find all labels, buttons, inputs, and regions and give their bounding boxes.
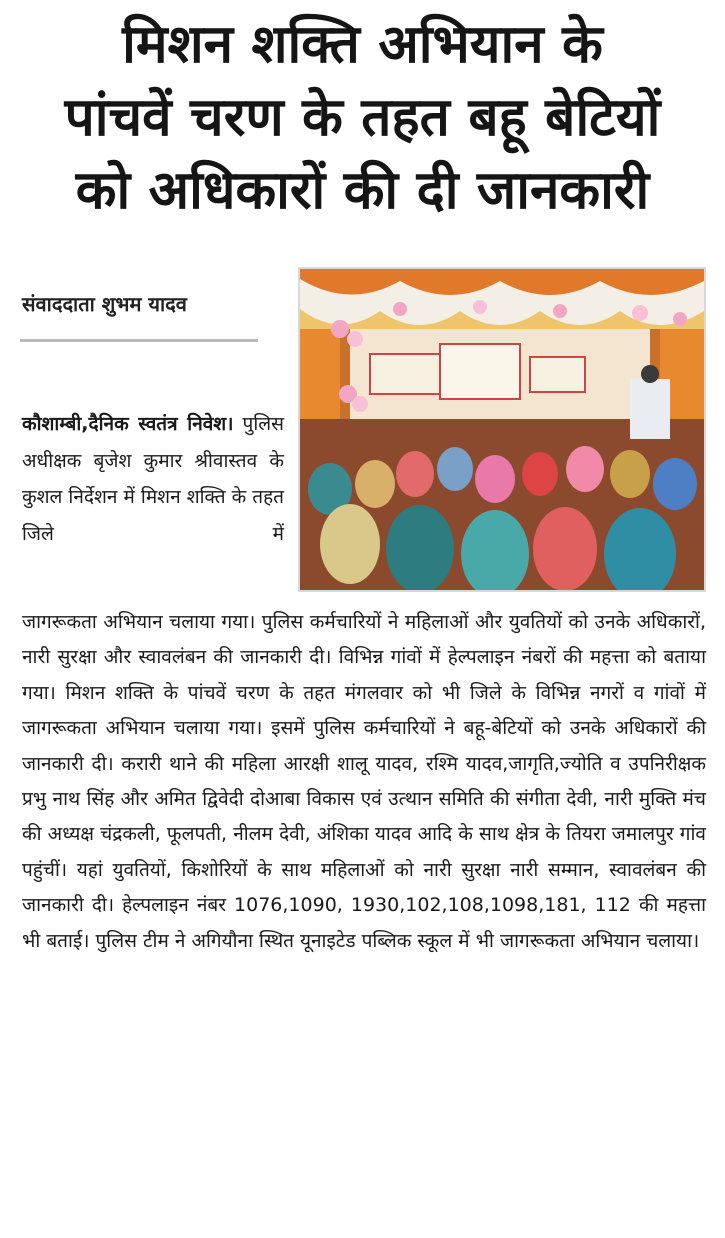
intro-line-3: कुशल निर्देशन में मिशन [22, 486, 181, 508]
dateline: कौशाम्बी,दैनिक स्वतंत्र निवेश। [22, 413, 234, 435]
article-body: जागरूकता अभियान चलाया गया। पुलिस कर्मचारियों ने महिलाओं और युवतियों को उनके अधिकारों, नारी सुरक्षा और स्वावलंबन की जानकारी दी। विभिन्न गांवों में हेल्पलाइन नंबरों की महत्ता को बताया गया। मिशन शक्ति के पांचवें चरण के तहत मंगलवार को भी जिले के विभिन्न नगरों व गांवों में जागरूकता अभियान चलाया गया। इसमें पुलिस कर्मचारियों ने बहू-बेटियों को उनके अधिकारों की जानकारी दी। करारी थाने की महिला आरक्षी शालू यादव, रश्मि यादव,जागृति,ज्योति व उपनिरीक्षक प्रभु नाथ सिंह और अमित द्विवेदी दोआबा विकास एवं उत्थान समिति की संगीता देवी, नारी मुक्ति मंच की अध्यक्ष चंद्रकली, फूलपती, नीलम देवी, अंशिका यादव आदि के साथ क्षेत्र के तियरा जमालपुर गांव पहुंचीं। यहां युवतियों, किशोरियों के साथ महिलाओं को नारी सुरक्षा नारी सम्मान, स्वावलंबन की जानकारी दी। हेल्पलाइन नंबर 1076,1090, 1930,102,108,1098,181, 112 की महत्ता भी बताई। पुलिस टीम ने अगियौना स्थित यूनाइटेड पब्लिक स्कूल में भी जागरूकता अभियान चलाया। [22, 611, 706, 952]
event-photo-illustration [300, 269, 704, 590]
headline [0, 8, 725, 227]
article-intro-column [22, 406, 284, 552]
intro-line-1: पुलिस अधीक्षक [22, 413, 284, 472]
intro-line-4: शक्ति के तहत जिले में [22, 486, 284, 545]
byline: संवाददाता शुभम यादव [22, 292, 187, 316]
byline-divider [20, 339, 258, 342]
news-photo [298, 267, 706, 592]
intro-line-2: बृजेश कुमार श्रीवास्तव के [93, 449, 284, 472]
headline-line-3: को अधिकारों की दी जानकारी [75, 160, 650, 221]
headline-line-2: पांचवें चरण के तहत बहू बेटियों [64, 87, 661, 148]
headline-line-1: मिशन शक्ति अभियान के [122, 14, 603, 75]
